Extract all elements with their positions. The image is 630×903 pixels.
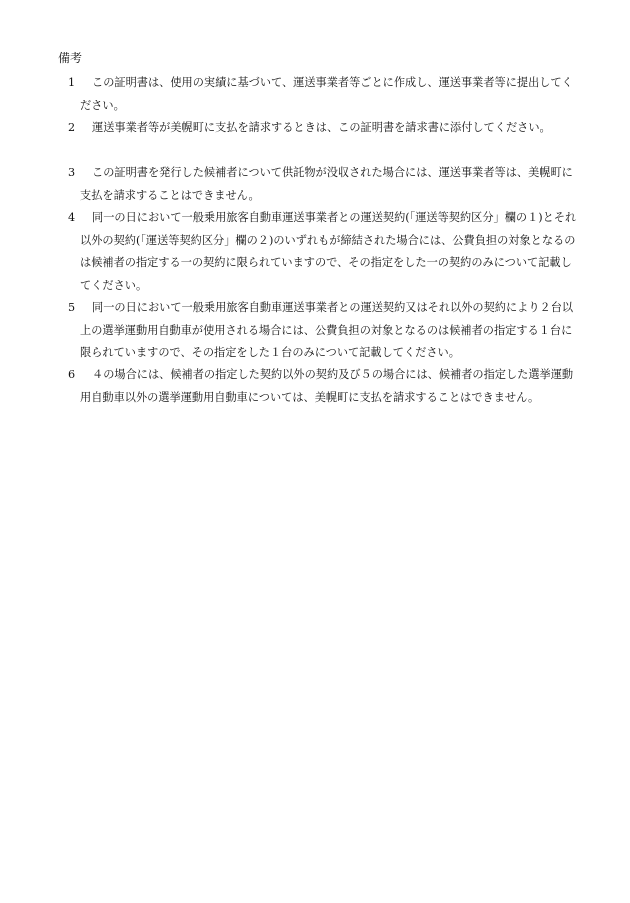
- note-item-6: [68, 364, 580, 409]
- note-number: 5: [68, 301, 76, 314]
- note-item-1: [68, 72, 580, 117]
- note-number: 4: [68, 211, 76, 224]
- note-number: 6: [68, 368, 76, 381]
- note-text: 同一の日において一般乗用旅客自動車運送事業者との運送契約(「運送等契約区分」欄の１)とそれ以外の契約(「運送等契約区分」欄の２)のいずれもが締結された場合には、公費負担の対象となるのは候補者の指定する一の契約に限られていますので、その指定をした一の契約のみについて記載してください。: [80, 211, 577, 292]
- note-text: ４の場合には、候補者の指定した契約以外の契約及び５の場合には、候補者の指定した選挙運動用自動車以外の選挙運動用自動車については、美幌町に支払を請求することはできません。: [80, 368, 574, 404]
- note-text: この証明書を発行した候補者について供託物が没収された場合には、運送事業者等は、美幌町に支払を請求することはできません。: [80, 166, 573, 202]
- note-number: 3: [68, 166, 76, 179]
- note-item-2: [68, 117, 580, 140]
- note-item-3: [68, 162, 580, 207]
- note-number: 2: [68, 121, 76, 134]
- note-number: 1: [68, 76, 76, 89]
- note-text: 同一の日において一般乗用旅客自動車運送事業者との運送契約又はそれ以外の契約により２台以上の選挙運動用自動車が使用される場合には、公費負担の対象となるのは候補者の指定する１台に限られていますので、その指定をした１台のみについて記載してください。: [80, 301, 574, 359]
- note-text: 運送事業者等が美幌町に支払を請求するときは、この証明書を請求書に添付してください。: [92, 121, 551, 134]
- note-text: この証明書は、使用の実績に基づいて、運送事業者等ごとに作成し、運送事業者等に提出してください。: [80, 76, 573, 112]
- note-item-4: [68, 207, 580, 297]
- note-item-5: [68, 297, 580, 365]
- notes-heading: 備考: [58, 51, 83, 65]
